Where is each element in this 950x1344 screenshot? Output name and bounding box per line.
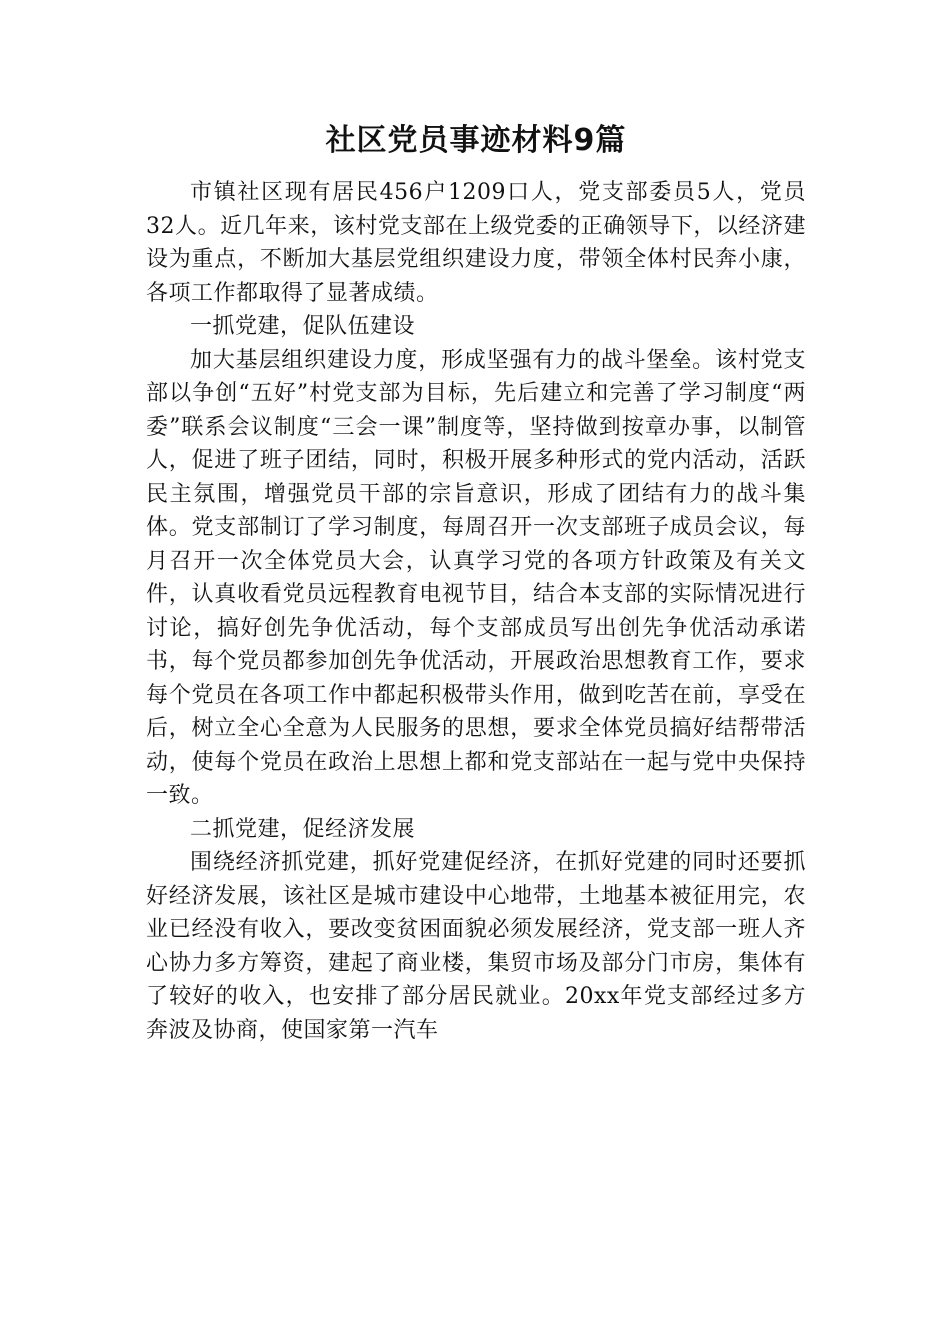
document-title: 社区党员事迹材料9篇: [325, 123, 627, 158]
paragraph-intro: 市镇社区现有居民456户1209口人，党支部委员5人，党员32人。近几年来，该村党支部在上级党委的正确领导下，以经济建设为重点，不断加大基层党组织建设力度，带领全体村民奔小康，各项工作都取得了显著成绩。: [146, 180, 806, 306]
paragraph-party-building: 加大基层组织建设力度，形成坚强有力的战斗堡垒。该村党支部以争创“五好”村党支部为目标，先后建立和完善了学习制度“两委”联系会议制度“三会一课”制度等，坚持做到按章办事，以制管人，促进了班子团结，同时，积极开展多种形式的党内活动，活跃民主氛围，增强党员干部的宗旨意识，形成了团结有力的战斗集体。党支部制订了学习制度，每周召开一次支部班子成员会议，每月召开一次全体党员大会，认真学习党的各项方针政策及有关文件，认真收看党员远程教育电视节目，结合本支部的实际情况进行讨论，搞好创先争优活动，每个支部成员写出创先争优活动承诺书，每个党员都参加创先争优活动，开展政治思想教育工作，要求每个党员在各项工作中都起积极带头作用，做到吃苦在前，享受在后，树立全心全意为人民服务的思想，要求全体党员搞好结帮带活动，使每个党员在政治上思想上都和党支部站在一起与党中央保持一致。: [146, 347, 806, 808]
section-heading-2: 二抓党建，促经济发展: [190, 816, 416, 842]
paragraph-economic-development: 围绕经济抓党建，抓好党建促经济，在抓好党建的同时还要抓好经济发展，该社区是城市建设中心地带，土地基本被征用完，农业已经没有收入，要改变贫困面貌必须发展经济，党支部一班人齐心协力多方筹资，建起了商业楼，集贸市场及部分门市房，集体有了较好的收入，也安排了部分居民就业。20xx年党支部经过多方奔波及协商，使国家第一汽车: [146, 850, 806, 1043]
document-page: [146, 118, 806, 1047]
section-heading-1: 一抓党建，促队伍建设: [190, 314, 416, 339]
